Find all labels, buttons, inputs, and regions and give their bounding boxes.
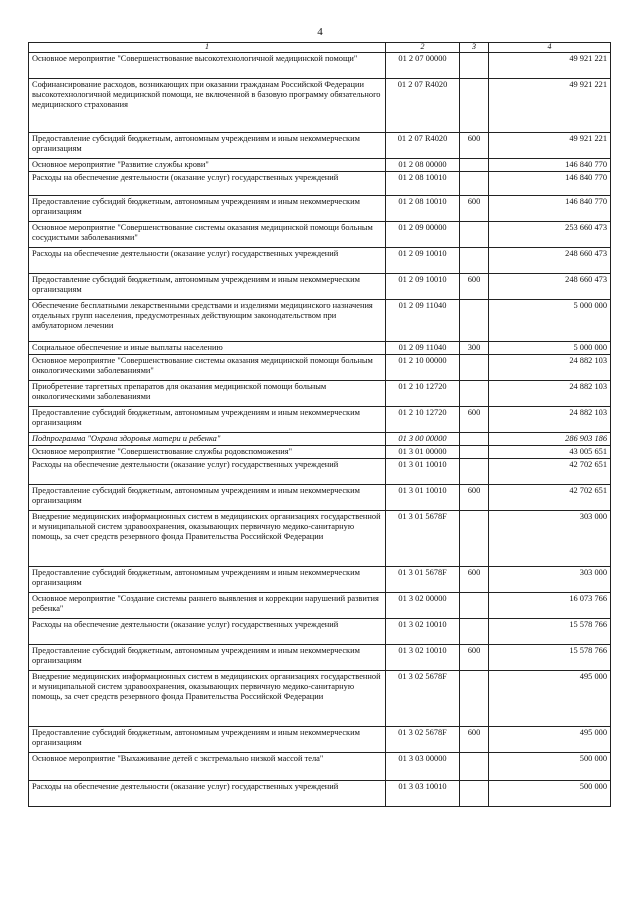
- row-vr-cell: [460, 79, 489, 133]
- table-row: [29, 79, 611, 133]
- table-row: [29, 355, 611, 381]
- row-code-cell: 01 2 08 00000: [386, 159, 460, 172]
- row-vr-cell: 600: [460, 727, 489, 753]
- row-code-cell: 01 3 03 10010: [386, 781, 460, 807]
- row-amount-cell: 495 000: [489, 671, 611, 727]
- row-vr-cell: [460, 355, 489, 381]
- row-amount-cell: 248 660 473: [489, 248, 611, 274]
- row-amount-cell: 42 702 651: [489, 485, 611, 511]
- table-row: [29, 567, 611, 593]
- table-row: [29, 727, 611, 753]
- row-amount-cell: 146 840 770: [489, 172, 611, 196]
- row-vr-cell: 600: [460, 567, 489, 593]
- row-vr-cell: 600: [460, 133, 489, 159]
- table-row: [29, 753, 611, 781]
- row-vr-cell: [460, 248, 489, 274]
- table-row: [29, 459, 611, 485]
- row-vr-cell: [460, 671, 489, 727]
- row-vr-cell: [460, 459, 489, 485]
- column-header-amount: 4: [489, 43, 611, 53]
- table-row: [29, 196, 611, 222]
- row-amount-cell: 16 073 766: [489, 593, 611, 619]
- row-code-cell: 01 2 09 11040: [386, 300, 460, 342]
- table-row: [29, 407, 611, 433]
- row-code-cell: 01 3 00 00000: [386, 433, 460, 446]
- row-name-cell: Расходы на обеспечение деятельности (оказание услуг) государственных учреждений: [29, 248, 386, 274]
- row-amount-cell: 5 000 000: [489, 300, 611, 342]
- row-vr-cell: [460, 781, 489, 807]
- row-name-cell: Основное мероприятие "Совершенствование системы оказания медицинской помощи больным онкологическими заболеваниями": [29, 355, 386, 381]
- row-name-cell: Внедрение медицинских информационных систем в медицинских организациях государственной и муниципальной систем здравоохранения, оказывающих первичную медико-санитарную помощь, за счет средств резервного фонда Правительства Российской Федерации: [29, 671, 386, 727]
- table-header-row: [29, 43, 611, 53]
- row-name-cell: Предоставление субсидий бюджетным, автономным учреждениям и иным некоммерческим организациям: [29, 274, 386, 300]
- row-name-cell: Основное мероприятие "Совершенствование системы оказания медицинской помощи больным сосудистыми заболеваниями": [29, 222, 386, 248]
- table-row: [29, 133, 611, 159]
- row-code-cell: 01 2 09 10010: [386, 274, 460, 300]
- budget-table: [28, 42, 611, 807]
- row-name-cell: Предоставление субсидий бюджетным, автономным учреждениям и иным некоммерческим организациям: [29, 196, 386, 222]
- row-vr-cell: [460, 433, 489, 446]
- row-code-cell: 01 2 08 10010: [386, 172, 460, 196]
- row-name-cell: Предоставление субсидий бюджетным, автономным учреждениям и иным некоммерческим организациям: [29, 645, 386, 671]
- table-row: [29, 342, 611, 355]
- page-number: 4: [317, 26, 323, 38]
- row-code-cell: 01 2 07 R4020: [386, 133, 460, 159]
- table-row: [29, 485, 611, 511]
- row-code-cell: 01 3 02 5678F: [386, 727, 460, 753]
- row-name-cell: Основное мероприятие "Совершенствование службы родовспоможения": [29, 446, 386, 459]
- row-amount-cell: 303 000: [489, 567, 611, 593]
- row-code-cell: 01 3 01 00000: [386, 446, 460, 459]
- row-vr-cell: [460, 593, 489, 619]
- row-vr-cell: [460, 511, 489, 567]
- row-name-cell: Предоставление субсидий бюджетным, автономным учреждениям и иным некоммерческим организациям: [29, 485, 386, 511]
- row-name-cell: Внедрение медицинских информационных систем в медицинских организациях государственной и муниципальной систем здравоохранения, оказывающих первичную медико-санитарную помощь, за счет средств резервного фонда Правительства Российской Федерации: [29, 511, 386, 567]
- row-name-cell: Предоставление субсидий бюджетным, автономным учреждениям и иным некоммерческим организациям: [29, 133, 386, 159]
- table-row: [29, 619, 611, 645]
- row-vr-cell: [460, 753, 489, 781]
- row-code-cell: 01 3 01 10010: [386, 459, 460, 485]
- row-code-cell: 01 3 02 10010: [386, 645, 460, 671]
- row-amount-cell: 500 000: [489, 753, 611, 781]
- table-row: [29, 446, 611, 459]
- table-row: [29, 781, 611, 807]
- row-amount-cell: 24 882 103: [489, 407, 611, 433]
- table-row: [29, 53, 611, 79]
- row-name-cell: Предоставление субсидий бюджетным, автономным учреждениям и иным некоммерческим организациям: [29, 727, 386, 753]
- row-name-cell: Предоставление субсидий бюджетным, автономным учреждениям и иным некоммерческим организациям: [29, 567, 386, 593]
- table-row: [29, 300, 611, 342]
- row-name-cell: Подпрограмма "Охрана здоровья матери и ребенка": [29, 433, 386, 446]
- row-vr-cell: 600: [460, 274, 489, 300]
- row-vr-cell: [460, 222, 489, 248]
- row-code-cell: 01 3 02 10010: [386, 619, 460, 645]
- row-vr-cell: [460, 159, 489, 172]
- row-amount-cell: 146 840 770: [489, 159, 611, 172]
- row-amount-cell: 500 000: [489, 781, 611, 807]
- table-row: [29, 172, 611, 196]
- row-code-cell: 01 2 07 00000: [386, 53, 460, 79]
- row-name-cell: Основное мероприятие "Выхаживание детей с экстремально низкой массой тела": [29, 753, 386, 781]
- table-row: [29, 593, 611, 619]
- row-code-cell: 01 2 07 R4020: [386, 79, 460, 133]
- row-vr-cell: [460, 53, 489, 79]
- table-row: [29, 645, 611, 671]
- row-name-cell: Расходы на обеспечение деятельности (оказание услуг) государственных учреждений: [29, 619, 386, 645]
- row-code-cell: 01 2 08 10010: [386, 196, 460, 222]
- table-row: [29, 159, 611, 172]
- row-name-cell: Обеспечение бесплатными лекарственными средствами и изделиями медицинского назначения отдельных групп населения, предусмотренных действующим законодательством при амбулаторном лечении: [29, 300, 386, 342]
- table-row: [29, 274, 611, 300]
- row-name-cell: Расходы на обеспечение деятельности (оказание услуг) государственных учреждений: [29, 172, 386, 196]
- row-name-cell: Приобретение таргетных препаратов для оказания медицинской помощи больным онкологическими заболеваниями: [29, 381, 386, 407]
- row-name-cell: Софинансирование расходов, возникающих при оказании гражданам Российской Федерации высокотехнологичной медицинской помощи, не включенной в базовую программу обязательного медицинского страхования: [29, 79, 386, 133]
- row-vr-cell: [460, 446, 489, 459]
- column-header-vr: 3: [460, 43, 489, 53]
- row-code-cell: 01 3 03 00000: [386, 753, 460, 781]
- table-row: [29, 248, 611, 274]
- row-name-cell: Социальное обеспечение и иные выплаты населению: [29, 342, 386, 355]
- table-row: [29, 222, 611, 248]
- row-amount-cell: 43 005 651: [489, 446, 611, 459]
- row-amount-cell: 42 702 651: [489, 459, 611, 485]
- row-amount-cell: 24 882 103: [489, 381, 611, 407]
- row-name-cell: Основное мероприятие "Совершенствование высокотехнологичной медицинской помощи": [29, 53, 386, 79]
- row-vr-cell: 300: [460, 342, 489, 355]
- row-amount-cell: 24 882 103: [489, 355, 611, 381]
- row-code-cell: 01 2 10 12720: [386, 381, 460, 407]
- row-amount-cell: 49 921 221: [489, 53, 611, 79]
- row-vr-cell: 600: [460, 196, 489, 222]
- row-name-cell: Расходы на обеспечение деятельности (оказание услуг) государственных учреждений: [29, 781, 386, 807]
- row-code-cell: 01 2 10 12720: [386, 407, 460, 433]
- column-header-name: 1: [29, 43, 386, 53]
- row-amount-cell: 5 000 000: [489, 342, 611, 355]
- row-code-cell: 01 2 09 11040: [386, 342, 460, 355]
- row-name-cell: Основное мероприятие "Развитие службы крови": [29, 159, 386, 172]
- row-name-cell: Предоставление субсидий бюджетным, автономным учреждениям и иным некоммерческим организациям: [29, 407, 386, 433]
- row-amount-cell: 286 903 186: [489, 433, 611, 446]
- row-amount-cell: 303 000: [489, 511, 611, 567]
- row-code-cell: 01 3 02 5678F: [386, 671, 460, 727]
- row-amount-cell: 49 921 221: [489, 133, 611, 159]
- table-row: [29, 671, 611, 727]
- row-code-cell: 01 3 01 5678F: [386, 567, 460, 593]
- row-amount-cell: 253 660 473: [489, 222, 611, 248]
- row-vr-cell: 600: [460, 645, 489, 671]
- column-header-code: 2: [386, 43, 460, 53]
- row-vr-cell: 600: [460, 485, 489, 511]
- table-row: [29, 381, 611, 407]
- row-amount-cell: 49 921 221: [489, 79, 611, 133]
- row-code-cell: 01 2 10 00000: [386, 355, 460, 381]
- row-vr-cell: [460, 172, 489, 196]
- row-code-cell: 01 3 01 5678F: [386, 511, 460, 567]
- row-vr-cell: [460, 300, 489, 342]
- row-name-cell: Расходы на обеспечение деятельности (оказание услуг) государственных учреждений: [29, 459, 386, 485]
- row-code-cell: 01 2 09 10010: [386, 248, 460, 274]
- row-amount-cell: 146 840 770: [489, 196, 611, 222]
- row-amount-cell: 495 000: [489, 727, 611, 753]
- row-amount-cell: 15 578 766: [489, 619, 611, 645]
- row-amount-cell: 248 660 473: [489, 274, 611, 300]
- row-code-cell: 01 3 01 10010: [386, 485, 460, 511]
- row-vr-cell: [460, 619, 489, 645]
- row-name-cell: Основное мероприятие "Создание системы раннего выявления и коррекции нарушений развития ребенка": [29, 593, 386, 619]
- row-vr-cell: [460, 381, 489, 407]
- row-code-cell: 01 3 02 00000: [386, 593, 460, 619]
- table-row: [29, 511, 611, 567]
- row-amount-cell: 15 578 766: [489, 645, 611, 671]
- row-vr-cell: 600: [460, 407, 489, 433]
- table-row: [29, 433, 611, 446]
- row-code-cell: 01 2 09 00000: [386, 222, 460, 248]
